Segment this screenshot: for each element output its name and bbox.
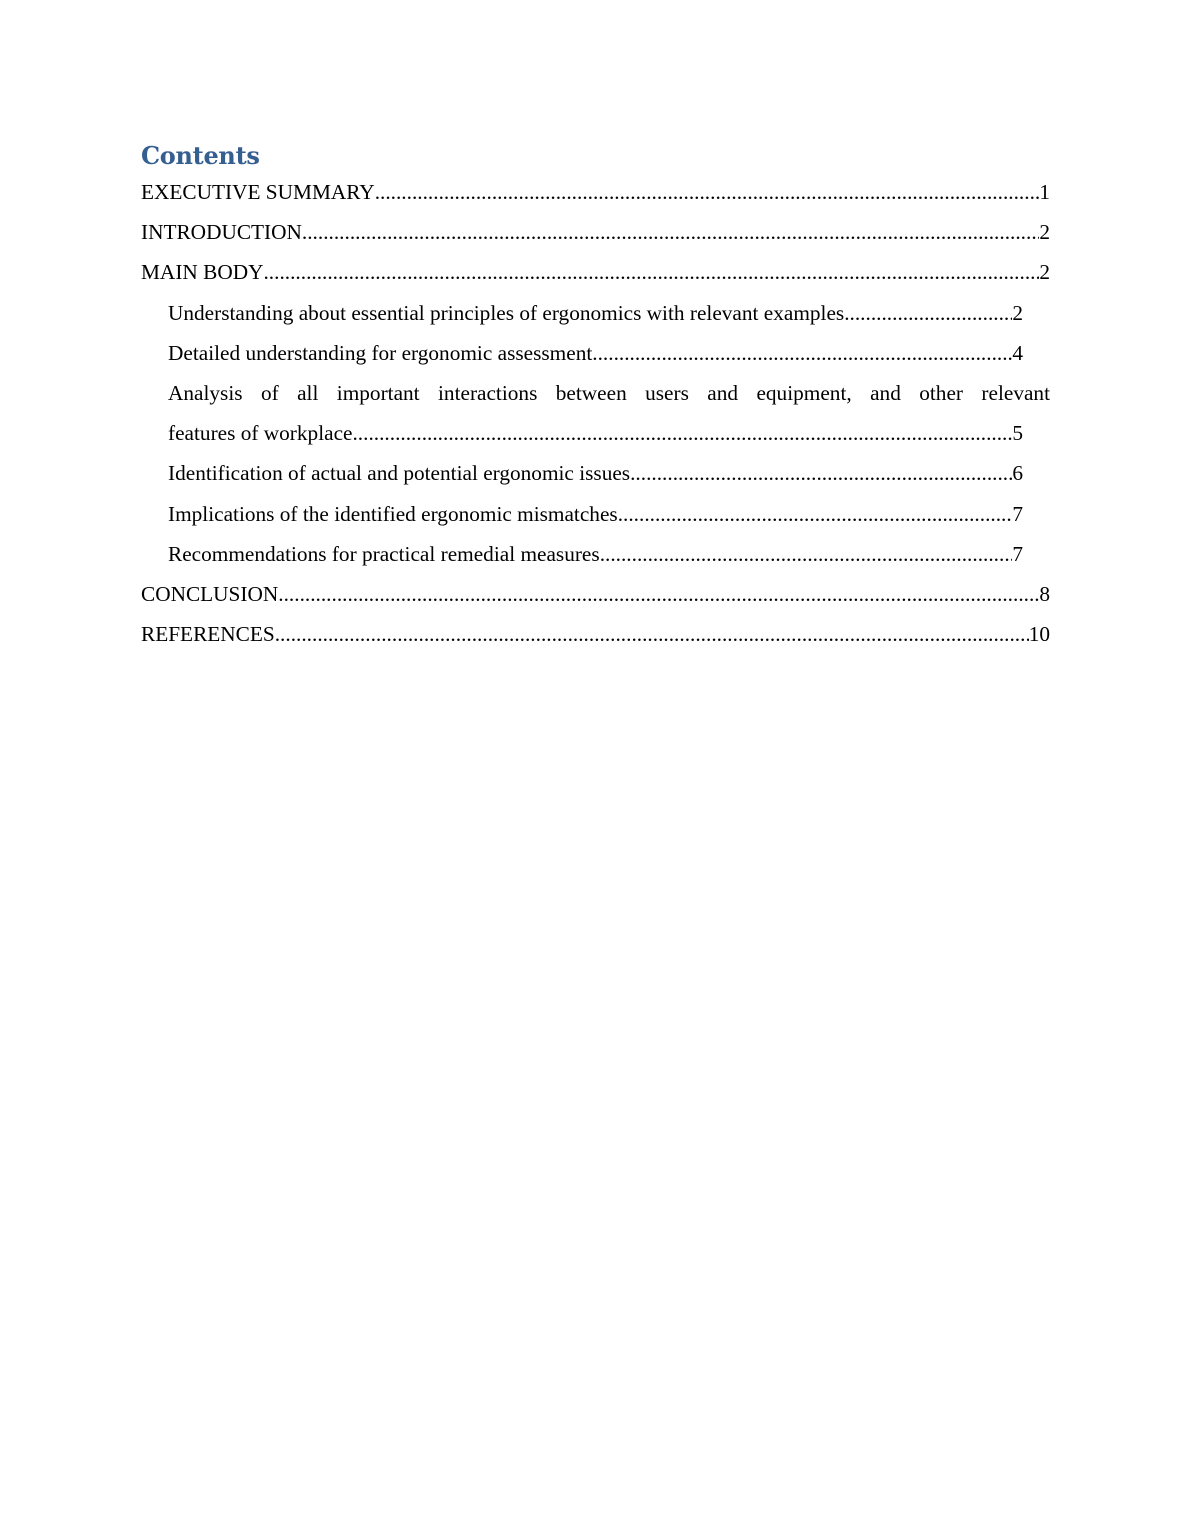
toc-entry-label: Recommendations for practical remedial measures (168, 541, 600, 566)
toc-entry-ergonomic-issues[interactable] (168, 453, 1023, 493)
dot-leader (302, 212, 1039, 252)
toc-entry-page-number: 2 (1039, 220, 1050, 245)
dot-leader (375, 172, 1040, 212)
toc-entry-label: MAIN BODY (141, 260, 264, 285)
dot-leader (352, 413, 1012, 453)
toc-entry-page-number: 6 (1012, 461, 1023, 486)
toc-entry-ergonomic-assessment[interactable] (168, 333, 1023, 373)
toc-entry-label-line2: features of workplace (168, 421, 353, 446)
toc-entry-conclusion[interactable] (141, 574, 1050, 614)
toc-entry-line2 (168, 413, 1023, 453)
toc-entry-introduction[interactable] (141, 212, 1050, 252)
dot-leader (630, 453, 1012, 493)
dot-leader (278, 574, 1039, 614)
toc-entry-ergonomics-principles[interactable] (168, 293, 1023, 333)
toc-entry-page-number: 2 (1012, 300, 1023, 325)
toc-entry-label: REFERENCES (141, 622, 275, 647)
toc-entry-page-number: 2 (1039, 260, 1050, 285)
toc-entry-label-line1: Analysis of all important interactions between users and equipment, and other relevant (168, 380, 1050, 405)
toc-entry-page-number: 7 (1012, 501, 1023, 526)
toc-entry-label: Identification of actual and potential ergonomic issues (168, 461, 631, 486)
dot-leader (618, 494, 1013, 534)
toc-entry-label: Understanding about essential principles of ergonomics with relevant examples (168, 300, 845, 325)
toc-entry-page-number: 4 (1012, 340, 1023, 365)
dot-leader (592, 333, 1012, 373)
toc-heading: Contents (141, 141, 260, 170)
toc-entry-label: INTRODUCTION (141, 220, 302, 245)
toc-entry-page-number: 1 (1039, 180, 1050, 204)
toc-list (141, 172, 1050, 654)
dot-leader (263, 252, 1039, 292)
toc-entry-page-number: 5 (1012, 421, 1023, 446)
toc-entry-remedial-measures[interactable] (168, 534, 1023, 574)
toc-entry-references[interactable] (141, 614, 1050, 654)
toc-entry-label: Implications of the identified ergonomic mismatches (168, 501, 618, 526)
toc-entry-label: Detailed understanding for ergonomic assessment (168, 340, 593, 365)
toc-entry-page-number: 7 (1012, 541, 1023, 566)
dot-leader (275, 614, 1029, 654)
toc-entry-label: CONCLUSION (141, 581, 279, 606)
toc-entry-ergonomic-mismatches[interactable] (168, 494, 1023, 534)
toc-entry-page-number: 10 (1028, 622, 1050, 647)
table-of-contents (141, 140, 1050, 654)
toc-entry-page-number: 8 (1039, 581, 1050, 606)
dot-leader (844, 293, 1012, 333)
toc-entry-interactions-analysis[interactable] (168, 373, 1050, 453)
toc-entry-label: EXECUTIVE SUMMARY (141, 180, 375, 204)
dot-leader (600, 534, 1013, 574)
toc-entry-executive-summary[interactable] (141, 172, 1050, 212)
toc-entry-main-body[interactable] (141, 252, 1050, 292)
